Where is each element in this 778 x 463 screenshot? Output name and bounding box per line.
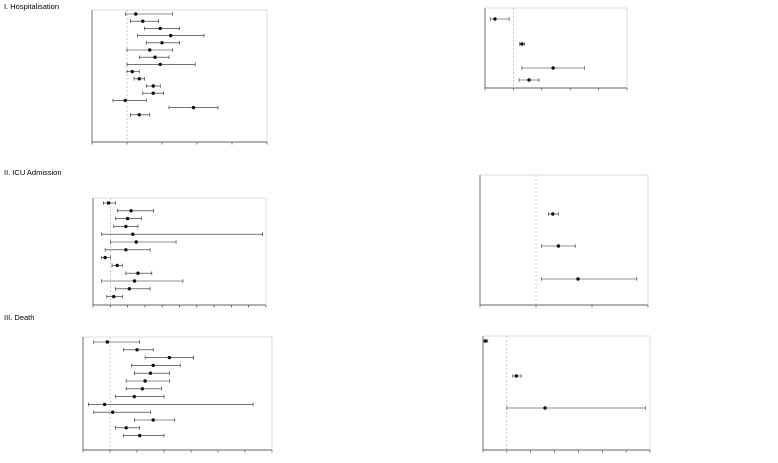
rr-point bbox=[152, 364, 155, 367]
forest-panel-death_A bbox=[83, 337, 272, 453]
rr-point bbox=[551, 212, 554, 215]
forest-panel-icu_A bbox=[93, 198, 266, 308]
rr-point bbox=[124, 99, 127, 102]
rr-point bbox=[168, 356, 171, 359]
rr-point bbox=[138, 113, 141, 116]
rr-point bbox=[106, 340, 109, 343]
section-icu-title: II. ICU Admission bbox=[4, 168, 62, 177]
rr-point bbox=[160, 41, 163, 44]
rr-point bbox=[135, 240, 138, 243]
rr-point bbox=[138, 434, 141, 437]
rr-point bbox=[126, 217, 129, 220]
rr-point bbox=[133, 279, 136, 282]
rr-point bbox=[484, 339, 487, 342]
rr-point bbox=[159, 27, 162, 30]
rr-point bbox=[576, 277, 579, 280]
rr-point bbox=[148, 48, 151, 51]
rr-point bbox=[515, 374, 518, 377]
rr-point bbox=[107, 201, 110, 204]
rr-point bbox=[128, 287, 131, 290]
rr-point bbox=[527, 78, 530, 81]
rr-point bbox=[557, 244, 560, 247]
rr-point bbox=[124, 248, 127, 251]
rr-point bbox=[125, 426, 128, 429]
rr-point bbox=[133, 395, 136, 398]
rr-point bbox=[141, 387, 144, 390]
rr-point bbox=[141, 20, 144, 23]
rr-point bbox=[129, 209, 132, 212]
rr-point bbox=[159, 63, 162, 66]
rr-point bbox=[111, 411, 114, 414]
rr-point bbox=[134, 12, 137, 15]
rr-point bbox=[493, 17, 496, 20]
rr-point bbox=[169, 34, 172, 37]
rr-point bbox=[152, 84, 155, 87]
forest-panel-death_B bbox=[483, 336, 650, 453]
rr-point bbox=[103, 403, 106, 406]
forest-panel-icu_B bbox=[480, 175, 648, 308]
rr-point bbox=[152, 418, 155, 421]
section-death-title: III. Death bbox=[4, 313, 35, 322]
forest-panels bbox=[83, 8, 650, 453]
rr-point bbox=[138, 77, 141, 80]
rr-point bbox=[131, 70, 134, 73]
rr-point bbox=[153, 56, 156, 59]
forest-panel-hosp_B bbox=[485, 8, 627, 91]
rr-point bbox=[149, 372, 152, 375]
rr-point bbox=[143, 379, 146, 382]
rr-point bbox=[112, 295, 115, 298]
rr-point bbox=[116, 264, 119, 267]
rr-point bbox=[152, 92, 155, 95]
rr-point bbox=[543, 406, 546, 409]
rr-point bbox=[551, 66, 554, 69]
rr-point bbox=[135, 348, 138, 351]
rr-point bbox=[103, 256, 106, 259]
rr-point bbox=[136, 272, 139, 275]
section-hospitalisation-title: I. Hospitalisation bbox=[4, 2, 60, 11]
rr-point bbox=[124, 225, 127, 228]
rr-point bbox=[192, 106, 195, 109]
rr-point bbox=[520, 42, 523, 45]
forest-panel-hosp_A bbox=[92, 10, 267, 145]
rr-point bbox=[131, 233, 134, 236]
